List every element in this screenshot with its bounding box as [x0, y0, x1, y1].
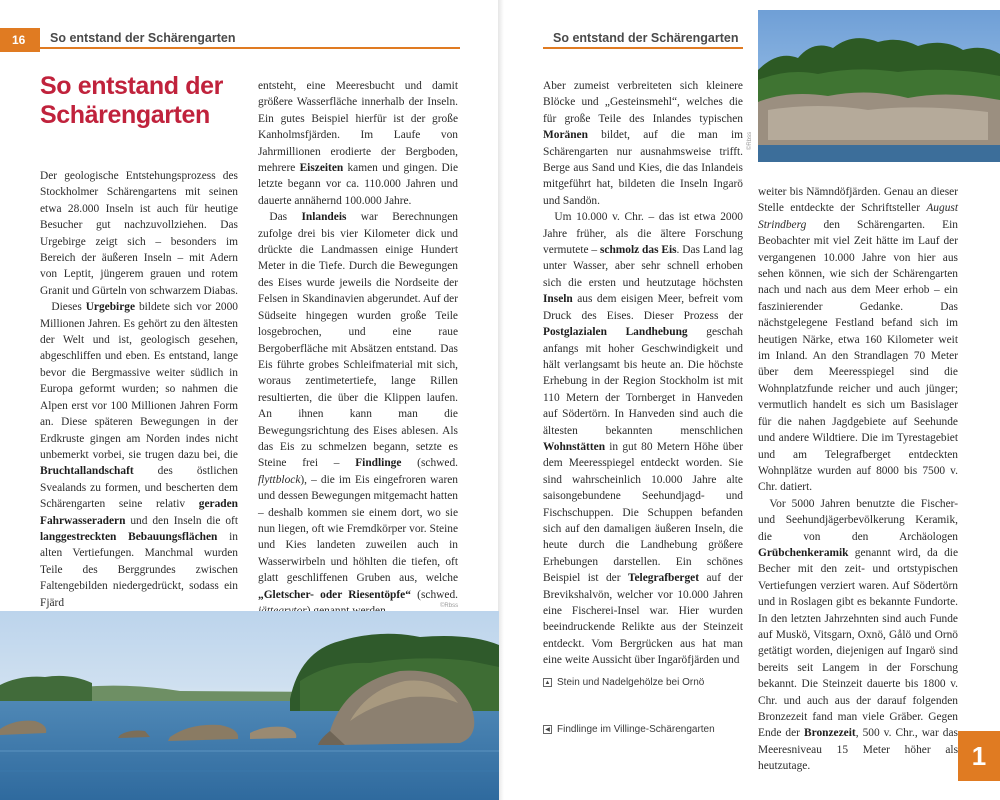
- bold-term: Telegrafberget: [627, 572, 700, 585]
- page-title-line2: Schärengarten: [40, 101, 210, 129]
- bold-term: Wohnstätten: [543, 440, 606, 453]
- text: bildet, auf die man im Schärengarten nur ausnahmsweise trifft. Berge aus Sand und Kies, die das Inlandeis mitgeführt hat, bildeten die Inseln Ingarö und Sandön.: [543, 129, 743, 207]
- text: auf der Brevikshalvön, welcher vor 10.000 Jahren eine Fischerei-Insel war. Hier wurden beeindruckende Relikte aus der Steinzeit entdeckt. Vom Bergrücken aus hat man eine weite Aussicht über Ingaröfjärden und: [543, 572, 743, 667]
- header-rule-right: [543, 47, 743, 49]
- bold-term: Findlinge: [355, 457, 402, 470]
- running-head-right: So entstand der Schärengarten: [553, 31, 739, 45]
- text: aus dem eisigen Meer, befreit vom Druck des Eises. Dieser Prozess der: [543, 293, 743, 322]
- page-title-line1: So entstand der: [40, 72, 223, 100]
- bold-term: Moränen: [543, 129, 588, 142]
- text: in alten Vertiefungen. Manchmal wurden Teile des Berggrundes zwischen Faltengebilden niedergedrückt, sodass ein Fjärd: [40, 530, 238, 609]
- text: . Das Land lag unter Wasser, aber sehr schnell erhoben sich die ersten und heutzutage höchsten: [543, 244, 743, 289]
- text: Das: [269, 211, 302, 224]
- text: den Schärengarten. Ein Beobachter mit viel Zeit hätte im Lauf der vergangenen 10.000 Jahre von hier aus sehen können, wie sich der Schärengarten nach und nach aus dem Meer erhob – ein faszinierender Gedanke. Das nächstgelegene Festland befand sich im heutigen Närke, etwa 160 Kilometer weit im Inland. An den Strandlagen 70 Meter über dem Meeresspiegel sind die Wohnplatzfunde reicher und auch jünger; vermutlich handelt es sich um Basislager für die nahen Jagdgebiete auf Seehunde und andere Wildtiere. Die im Tyrestagebiet und am Telegrafberget entdeckten Wohnplätze wurden auf 8000 bis 7500 v. Chr. datiert.: [758, 218, 958, 494]
- text: bildete sich vor 2000 Millionen Jahren. Es gehört zu den ältesten der Welt und ist, geologisch gesehen, abgeschliffen und eben. Es entstand, lange bevor die Bergmassive weiter südlich in Europa geformt wurden; so nahmen die Alpen erst vor 100 Millionen Jahren Form an. Diese späteren Bewegungen in der Erdkruste gingen am Norden indes nicht unbemerkt vorbei, sie trugen dazu bei, die: [40, 301, 239, 461]
- paragraph: [543, 78, 743, 209]
- bold-term: geraden Fahrwasseradern: [40, 498, 238, 527]
- caption-villinge: [543, 724, 715, 735]
- text-column-4: [758, 184, 958, 775]
- photo-credit-right: ©Rbss: [747, 131, 753, 150]
- photo-credit-left: ©Rbss: [440, 603, 459, 609]
- lake-boulder-illustration: [0, 611, 499, 800]
- text: geschah anfangs mit hoher Geschwindigkeit und hält verlangsamt bis heute an. Die höchste Erhebung in der Region Stockholm ist mit 110 Metern der Tornberget in Hanveden auf Södertörn. In Hanveden sind auch die ältesten bekannten menschlichen: [543, 326, 743, 437]
- running-head-left: So entstand der Schärengarten: [50, 31, 236, 45]
- text: Vor 5000 Jahren benutzte die Fischer- und Seehundjägerbevölkerung Keramik, die von den Archäologen: [758, 497, 958, 543]
- paragraph: [40, 299, 238, 611]
- text-column-2: [258, 78, 458, 619]
- bold-term: Bronzezeit: [804, 727, 856, 740]
- caption-text: Findlinge im Villinge-Schärengarten: [557, 724, 715, 735]
- page-number: 16: [0, 28, 40, 52]
- text: des östlichen Svealands zu formen, und bescherten dem Schärengarten seine relativ: [40, 465, 238, 511]
- bold-term: schmolz das Eis: [599, 244, 677, 257]
- bold-term: Urgebirge: [85, 301, 136, 314]
- italic-term: August Strindberg: [758, 202, 958, 231]
- text: weiter bis Nämndöfjärden. Genau an dieser Stelle entdeckte der Schriftsteller: [758, 186, 958, 215]
- text: und den Inseln die oft: [125, 514, 238, 527]
- text: Um 10.000 v. Chr. – das ist etwa 2000 Jahre früher, als die ältere Forschung vermutete –: [543, 211, 743, 257]
- text-column-3: [543, 78, 743, 669]
- chapter-tab: 1: [958, 731, 1000, 781]
- text: entsteht, eine Meeresbucht und damit größere Wasserfläche innerhalb der Inseln. Ein gutes Beispiel hierfür ist der große Kanholmsfjärden. Im Laufe von Jahrmillionen erodierte der Bergboden, mehrere: [258, 80, 458, 175]
- text: war Berechnungen zufolge drei bis vier Kilometer dick und drückte die Landmassen einige Hundert Meter in die Tiefe. Durch die Bewegungen des Eises wurde jeweils die Nordseite der Felsen in Skandinavien abgerundet. Auf der Südseite hingegen wurden große Teile losgebrochen, und eine raue Bergoberfläche mit Absätzen entstand. Das Eis führte grobes Schleifmaterial mit sich, woraus zentimetertiefe, lange Rillen resultierten, die über die Klippen laufen. An ihnen kann man die Bewegungsrichtung des Eises ablesen. Als das Eis zu schmelzen begann, setzte es Steine frei –: [258, 211, 458, 470]
- bold-term: „Gletscher- oder Riesentöpfe“: [258, 588, 411, 601]
- text: Dieses: [51, 301, 86, 314]
- caption-ornoe: [543, 677, 704, 688]
- text: , 500 v. Chr., war das Meeresniveau 15 Meter höher als heutzutage.: [758, 727, 958, 773]
- up-triangle-icon: ▲: [544, 679, 551, 686]
- photo-ornoe: [758, 10, 1000, 162]
- bold-term: Inseln: [543, 293, 573, 306]
- text: Der geologische Entstehungsprozess des Stockholmer Schärengartens mit seinen etwa 28.000 Inseln ist auch für heutige Besucher gut nachzuvollziehen. Das Urgebirge zeigt sich – besonders im Bereich der äußeren Inseln – mit Adern von Leptit, jüngerem grauen und rotem Granit und Gürteln von schwarzem Diabas.: [40, 170, 239, 297]
- rocky-shore-illustration: [758, 10, 1000, 162]
- paragraph: [758, 184, 958, 496]
- paragraph: [258, 209, 458, 619]
- text: (schwed.: [410, 588, 458, 601]
- text: kamen und gingen. Die letzte begann vor ca. 110.000 Jahren und dauerte annähernd 100.000 Jahre.: [258, 162, 458, 207]
- bold-term: langgestreckten Bebauungsflächen: [40, 530, 218, 543]
- page-title: [40, 72, 240, 130]
- text: in gut 80 Metern Höhe über dem Meeresspiegel entdeckt worden. Sie sind wahrscheinlich 10.000 Jahre alte saisongebundene Seehundjagd- und Fischschuppen. Die Schuppen befanden sich auf den damaligen äußeren Inseln, die heute durch die Landhebung größere Erhebungen darstellen. Ein schönes Beispiel ist der: [543, 440, 743, 585]
- bold-term: Inlandeis: [301, 211, 347, 224]
- photo-findlinge: [0, 611, 499, 800]
- bold-term: Bruchtallandschaft: [40, 465, 134, 478]
- text: (schwed.: [401, 457, 458, 470]
- text-column-1: [40, 168, 238, 611]
- bold-term: Postglazialen Landhebung: [543, 326, 688, 339]
- text: genannt wird, da die Becher mit den zeit- und ortstypischen Vertiefungen verziert waren. Auf Södertörn und in Roslagen gibt es bekannte Fundorte. In den letzten Jahrzehnten sind auch Funde auf Muskö, Vitsgarn, Oxnö, Gålö und Ornö getätigt worden, diejenigen auf Ingarö sind bereits seit Langem in der Forschung bekannt. Die Steinzeit dauerte bis 1800 v. Chr. und auch aus der darauf folgenden Bronzezeit fand man viele Gräber. Gegen Ende der: [758, 546, 958, 740]
- bold-term: Grübchenkeramik: [758, 546, 849, 559]
- left-triangle-icon: ◀: [543, 725, 552, 734]
- paragraph: [40, 168, 238, 299]
- header-rule-left: [40, 47, 460, 49]
- text: ), – die im Eis eingefroren waren und dessen Bewegungen mitgemacht hatten – deshalb kommen sie einem dort, wo sie nun liegen, oft wie Fremdkörper vor. Steine und Kies landeten zuweilen auch in Wasserwirbeln und höhlten die tiefen, oft glatt geschliffenen Gruben aus, welche: [258, 473, 458, 585]
- text: Aber zumeist verbreiteten sich kleinere Blöcke und „Gesteinsmehl“, welches die für große Teile des Inlandes typischen: [543, 80, 743, 125]
- paragraph: [258, 78, 458, 209]
- caption-text: Stein und Nadelgehölze bei Ornö: [557, 677, 705, 688]
- paragraph: [543, 209, 743, 668]
- italic-term: flyttblock: [258, 473, 301, 486]
- paragraph: [758, 496, 958, 775]
- bold-term: Eiszeiten: [299, 162, 344, 175]
